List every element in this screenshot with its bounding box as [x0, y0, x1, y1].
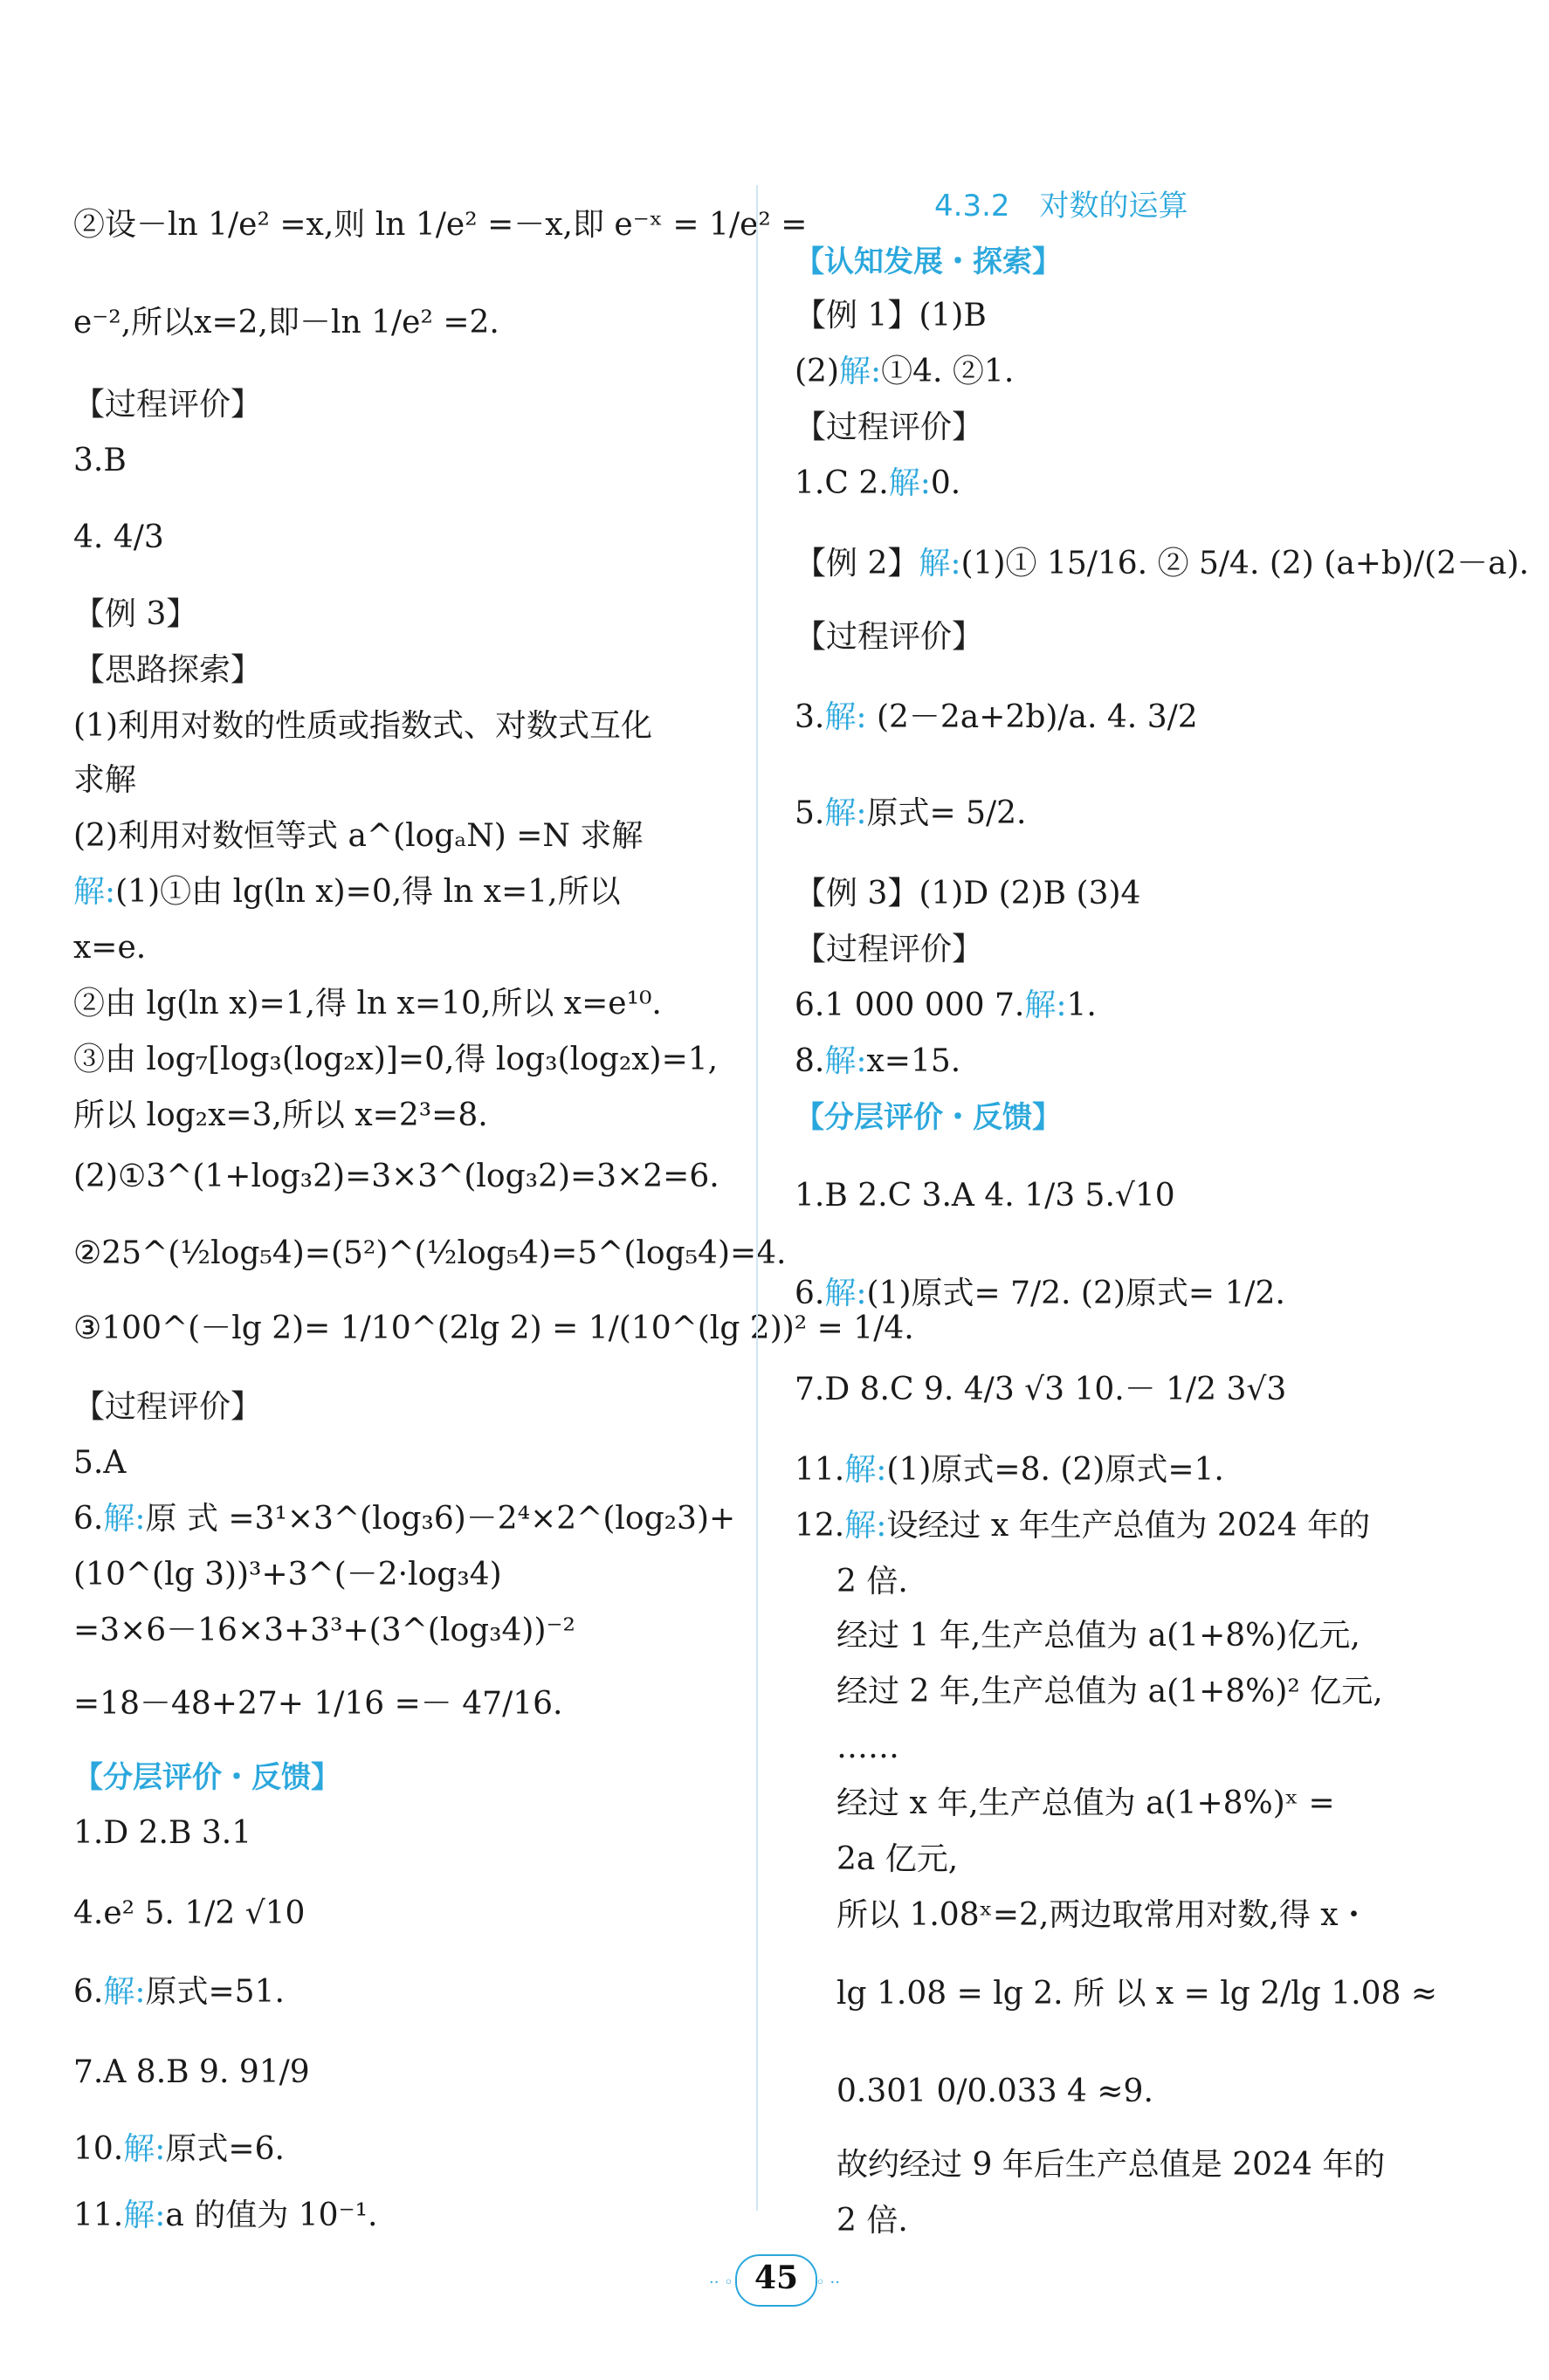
left-line-21: 1.D 2.B 3.1 [73, 1815, 252, 1851]
left-line-26 [73, 2197, 377, 2235]
right-process-header-3: 【过程评价】 [795, 932, 984, 967]
item-prefix: 1.C 2. [795, 465, 889, 501]
right-line-8-text: 1. [1066, 987, 1097, 1023]
right-line-14-text: 设经过 x 年生产总值为 2024 年的 [886, 1508, 1371, 1544]
item-prefix: 12. [795, 1508, 845, 1544]
right-line-14 [795, 1507, 1370, 1545]
left-line-25-text: 原式=6. [165, 2131, 285, 2167]
right-line-6-text: 原式= 5/2. [866, 795, 1027, 831]
item-prefix: 5. [795, 795, 825, 831]
right-line-3-text: 0. [930, 465, 961, 501]
left-line-14: ②25^(½log₅4)=(5²)^(½log₅4)=5^(log₅4)=4. [73, 1235, 787, 1271]
left-line-1: ②设－ln 1/e² =x,则 ln 1/e² =－x,即 e⁻ˣ = 1/e² = [73, 207, 808, 243]
right-line-3 [795, 464, 960, 503]
left-line-6: 求解 [73, 762, 137, 798]
solution-label: 解: [824, 1276, 867, 1311]
right-line-19: 经过 x 年,生产总值为 a(1+8%)ˣ = [836, 1785, 1335, 1821]
left-line-23-text: 原式=51. [145, 1974, 285, 2010]
left-line-16: 5.A [73, 1445, 127, 1481]
left-line-25 [73, 2130, 285, 2169]
item-prefix: 6. [795, 1276, 825, 1311]
item-prefix: 6.1 000 000 7. [795, 987, 1025, 1023]
right-line-23: 0.301 0/0.033 4 ≈9. [836, 2074, 1153, 2109]
item-prefix: 【例 2】 [795, 546, 919, 581]
left-line-13: (2)①3^(1+log₃2)=3×3^(log₃2)=3×2=6. [73, 1159, 719, 1194]
left-line-15: ③100^(－lg 2)= 1/10^(2lg 2) = 1/(10^(lg 2))² = 1/4. [73, 1310, 914, 1346]
right-line-1: 【例 1】(1)B [795, 298, 987, 334]
right-line-9-text: x=15. [866, 1043, 961, 1079]
left-process-header-1: 【过程评价】 [73, 387, 263, 423]
right-line-12: 7.D 8.C 9. 4/3 √3 10.－ 1/2 3√3 [795, 1372, 1287, 1407]
solution-label: 解: [839, 354, 882, 389]
item-prefix: 3. [795, 699, 825, 735]
right-line-4 [795, 545, 1529, 583]
left-line-8-text: (1)①由 lg(ln x)=0,得 ln x=1,所以 [115, 874, 621, 910]
decor-right-icon: ◦ ·· [816, 2273, 840, 2292]
left-example3-header: 【例 3】 [73, 596, 198, 632]
left-line-23 [73, 1973, 285, 2012]
left-line-2: e⁻²,所以x=2,即－ln 1/e² =2. [73, 305, 499, 340]
solution-label: 解: [919, 546, 961, 581]
left-line-7: (2)利用对数恒等式 a^(logₐN) =N 求解 [73, 818, 644, 854]
solution-label: 解: [824, 699, 867, 735]
item-prefix: (2) [795, 354, 839, 389]
left-line-10: ②由 lg(ln x)=1,得 ln x=10,所以 x=e¹⁰. [73, 986, 662, 1021]
left-line-19: =3×6－16×3+3³+(3^(log₃4))⁻² [73, 1613, 575, 1648]
left-line-3: 3.B [73, 443, 127, 478]
page-number: 45 [754, 2260, 799, 2296]
right-line-4-text: (1)① 15/16. ② 5/4. (2) (a+b)/(2－a). [960, 546, 1530, 581]
right-line-5-text: (2－2a+2b)/a. 4. 3/2 [866, 699, 1198, 735]
right-line-21: 所以 1.08ˣ=2,两边取常用对数,得 x・ [836, 1897, 1370, 1933]
left-line-18: (10^(lg 3))³+3^(－2·log₃4) [73, 1557, 502, 1592]
item-number: 10. [73, 2131, 124, 2167]
right-line-11-text: (1)原式= 7/2. (2)原式= 1/2. [866, 1276, 1285, 1311]
right-line-24: 故约经过 9 年后生产总值是 2024 年的 [836, 2147, 1386, 2183]
right-line-5 [795, 698, 1198, 737]
section-title: 4.3.2 对数的运算 [934, 189, 1188, 224]
item-prefix: 11. [795, 1452, 845, 1488]
item-number: 6. [73, 1501, 104, 1537]
left-process-header-2: 【过程评价】 [73, 1389, 263, 1425]
right-line-10: 1.B 2.C 3.A 4. 1/3 5.√10 [795, 1178, 1175, 1214]
solution-label: 解: [824, 795, 867, 831]
right-line-6 [795, 794, 1027, 833]
right-line-9 [795, 1042, 960, 1081]
right-line-8 [795, 987, 1097, 1025]
right-explore-header: 【认知发展・探索】 [795, 244, 1062, 279]
right-line-17: 经过 2 年,生产总值为 a(1+8%)² 亿元, [836, 1674, 1383, 1709]
solution-label: 解: [123, 2198, 166, 2233]
left-line-9: x=e. [73, 930, 147, 966]
right-line-2-text: ①4. ②1. [881, 354, 1015, 389]
right-line-7: 【例 3】(1)D (2)B (3)4 [795, 876, 1141, 911]
item-number: 6. [73, 1974, 104, 2010]
column-divider [756, 185, 758, 2211]
left-line-20: =18－48+27+ 1/16 =－ 47/16. [73, 1686, 563, 1722]
right-layer-header: 【分层评价・反馈】 [795, 1100, 1062, 1135]
right-line-13 [795, 1451, 1224, 1489]
right-line-15: 2 倍. [836, 1564, 908, 1599]
right-line-25: 2 倍. [836, 2203, 908, 2239]
right-line-2 [795, 353, 1014, 391]
left-line-26-text: a 的值为 10⁻¹. [165, 2198, 378, 2233]
item-number: 11. [73, 2198, 124, 2233]
left-think-header: 【思路探索】 [73, 652, 263, 688]
solution-label: 解: [844, 1508, 887, 1544]
right-line-11 [795, 1275, 1285, 1313]
left-line-22: 4.e² 5. 1/2 √10 [73, 1895, 306, 1931]
solution-label: 解: [844, 1452, 887, 1488]
left-line-8 [73, 873, 621, 911]
solution-label: 解: [73, 874, 116, 910]
item-prefix: 8. [795, 1043, 825, 1079]
left-line-17-text: 原 式 =3¹×3^(log₃6)－2⁴×2^(log₂3)+ [145, 1501, 736, 1537]
solution-label: 解: [103, 1974, 146, 2010]
right-line-16: 经过 1 年,生产总值为 a(1+8%)亿元, [836, 1618, 1360, 1654]
left-line-4: 4. 4/3 [73, 519, 164, 555]
decor-left-icon: ·· ◦ [709, 2273, 733, 2292]
solution-label: 解: [888, 465, 931, 501]
left-layer-header: 【分层评价・反馈】 [73, 1760, 341, 1795]
left-line-12: 所以 log₂x=3,所以 x=2³=8. [73, 1097, 488, 1133]
solution-label: 解: [123, 2131, 166, 2167]
right-line-18: …… [836, 1730, 899, 1765]
right-line-20: 2a 亿元, [836, 1841, 959, 1877]
solution-label: 解: [1024, 987, 1067, 1023]
right-line-13-text: (1)原式=8. (2)原式=1. [886, 1452, 1224, 1488]
left-line-17 [73, 1500, 735, 1538]
right-line-22: lg 1.08 = lg 2. 所 以 x = lg 2/lg 1.08 ≈ [836, 1976, 1438, 2012]
page-number-badge [709, 2254, 840, 2303]
left-line-5: (1)利用对数的性质或指数式、对数式互化 [73, 708, 652, 744]
solution-label: 解: [824, 1043, 867, 1079]
left-line-11: ③由 log₇[log₃(log₂x)]=0,得 log₃(log₂x)=1, [73, 1042, 719, 1077]
right-process-header-1: 【过程评价】 [795, 409, 984, 445]
right-process-header-2: 【过程评价】 [795, 619, 984, 655]
left-line-24: 7.A 8.B 9. 91/9 [73, 2054, 310, 2090]
solution-label: 解: [103, 1501, 146, 1537]
